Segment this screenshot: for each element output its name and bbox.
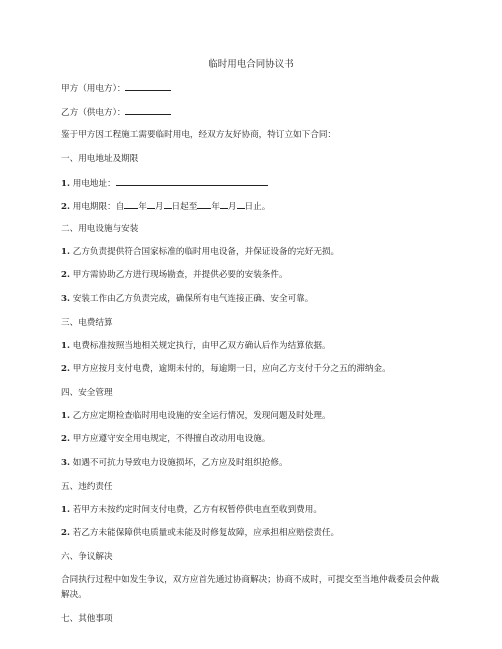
party-a-label: 甲方（用电方）： [61,84,126,94]
clause-text: 若甲方未按约定时间支付电费，乙方有权暂停供电直至收到费用。 [72,505,322,515]
clause-text: 若乙方未能保障供电质量或未能及时修复故障，应承担相应赔偿责任。 [72,528,340,538]
clause-text: 电费标准按照当地相关规定执行，由甲乙双方确认后作为结算依据。 [72,341,331,351]
clause-number: 2. [61,364,70,374]
section-heading: 六、争议解决 [61,552,113,562]
party-a-line [61,81,446,95]
clause-number: 1. [61,411,70,421]
document-title: 临时用电合同协议书 [208,59,294,70]
clause-text: 如遇不可抗力导致电力设施损坏，乙方应及时组织抢修。 [72,458,288,468]
section-heading: 三、电费结算 [61,318,113,328]
clause-text: 甲方应按月支付电费，逾期未付的，每逾期一日，应向乙方支付千分之五的滞纳金。 [72,364,391,374]
party-b-blank [125,105,171,115]
clause-2-1 [61,246,446,258]
clause-number: 2. [61,270,70,280]
end-year-blank [197,199,211,209]
clause-4-2 [61,433,446,445]
clause-1-1 [61,176,446,190]
clause-2-3 [61,293,446,305]
clause-number: 3. [61,458,70,468]
section-heading: 四、安全管理 [61,388,113,398]
end-month-blank [220,199,228,209]
period-text-4: 日起至 [171,202,198,212]
clause-number: 2. [61,202,70,212]
clause-text: 安装工作由乙方负责完成，确保所有电气连接正确、安全可靠。 [72,294,314,304]
clause-3-2 [61,363,446,375]
period-text-7: 日止。 [244,202,271,212]
clause-number: 1. [61,341,70,351]
period-text-6: 月 [227,202,237,212]
clause-3-1 [61,340,446,352]
start-year-blank [124,199,138,209]
address-blank [116,176,268,186]
clause-number: 1. [61,247,70,257]
clause-4-3 [61,457,446,469]
clause-number: 3. [61,294,70,304]
clause-text: 甲方需协助乙方进行现场勘查，并提供必要的安装条件。 [72,270,288,280]
clause-4-1 [61,410,446,422]
clause-5-2 [61,527,446,539]
period-text-3: 月 [154,202,164,212]
section-heading: 七、其他事项 [61,614,113,624]
clause-text: 乙方负责提供符合国家标准的临时用电设备，并保证设备的完好无损。 [72,247,340,257]
clause-number: 1. [61,179,70,189]
clause-5-1 [61,504,446,516]
party-b-label: 乙方（供电方）： [61,108,126,118]
dispute-paragraph: 合同执行过程中如发生争议，双方应首先通过协商解决；协商不成时，可提交至当地仲裁委员会仲裁解决。 [61,575,440,600]
clause-number: 2. [61,528,70,538]
end-day-blank [237,199,245,209]
party-b-line [61,105,446,119]
period-text-5: 年 [211,202,220,212]
section-heading: 一、用电地址及期限 [61,154,139,164]
period-text-1: 用电期限：自 [72,202,125,212]
clause-1-2 [61,199,446,213]
clause-text: 用电地址： [72,179,116,189]
clause-text: 甲方应遵守安全用电规定，不得擅自改动用电设施。 [72,434,271,444]
clause-2-2 [61,269,446,281]
clause-number: 1. [61,505,70,515]
party-a-blank [125,81,171,91]
start-day-blank [164,199,172,209]
section-heading: 二、用电设施与安装 [61,224,139,234]
preamble: 鉴于甲方因工程施工需要临时用电，经双方友好协商，特订立如下合同： [61,130,337,140]
clause-text: 乙方应定期检查临时用电设施的安全运行情况，发现问题及时处理。 [72,411,331,421]
clause-number: 2. [61,434,70,444]
section-heading: 五、违约责任 [61,482,113,492]
start-month-blank [147,199,155,209]
period-text-2: 年 [138,202,147,212]
